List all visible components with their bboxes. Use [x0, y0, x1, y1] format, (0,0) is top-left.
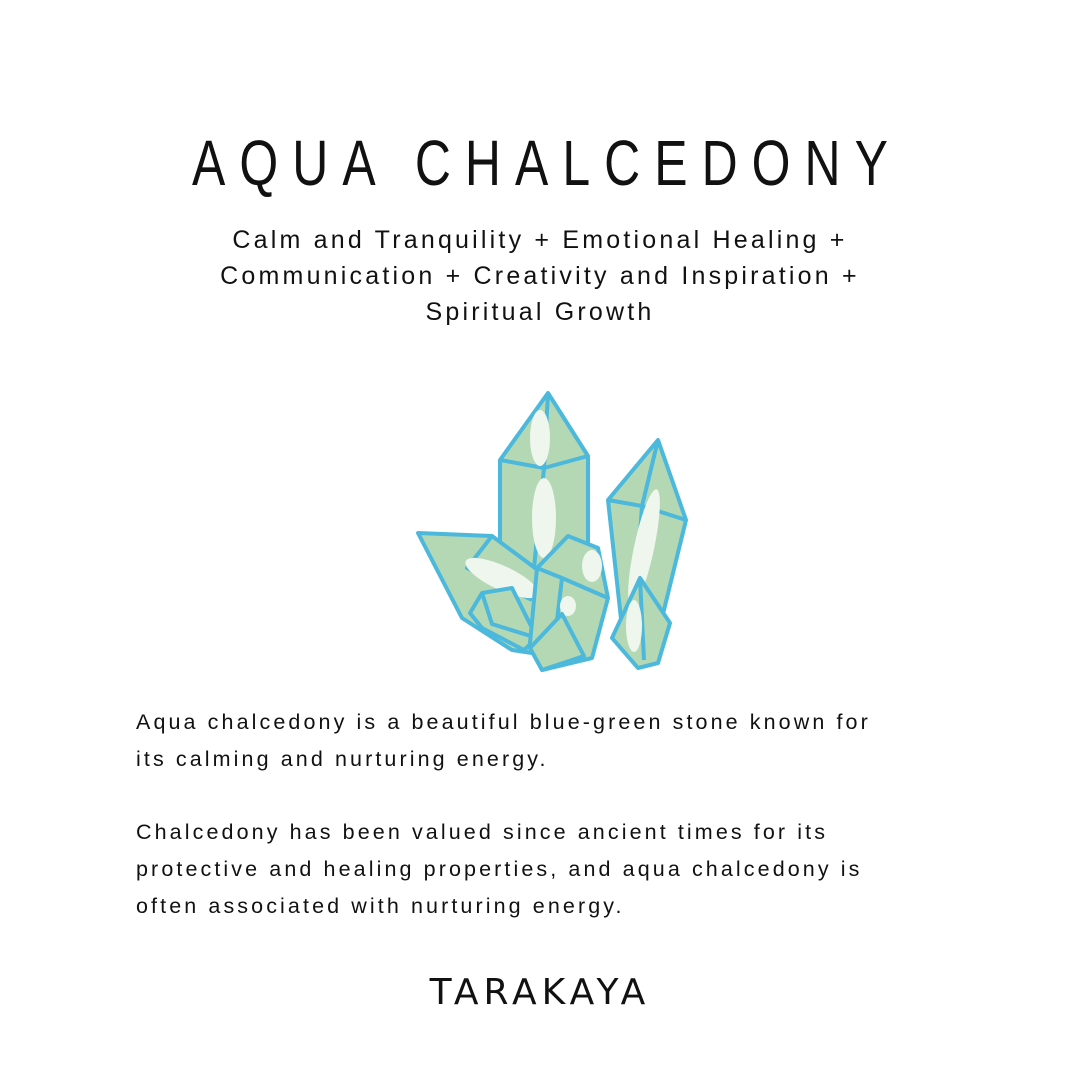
paragraph-line: protective and healing properties, and aqua chalcedony is — [136, 857, 863, 881]
paragraph-line: its calming and nurturing energy. — [136, 747, 549, 771]
subtitle-line: Spiritual Growth — [425, 298, 655, 326]
paragraph-line: often associated with nurturing energy. — [136, 894, 625, 918]
properties-subtitle — [0, 222, 1080, 330]
paragraph-line: Chalcedony has been valued since ancient times for its — [136, 820, 829, 844]
crystal-cluster-icon — [412, 388, 692, 678]
description-paragraph — [136, 704, 976, 778]
history-paragraph — [136, 814, 976, 925]
subtitle-line: Calm and Tranquility + Emotional Healing + — [232, 226, 848, 254]
page-title: AQUA CHALCEDONY — [192, 127, 902, 199]
paragraph-line: Aqua chalcedony is a beautiful blue-green stone known for — [136, 710, 871, 734]
subtitle-line: Communication + Creativity and Inspiration + — [220, 262, 860, 290]
brand-logo: TARAKAYA — [429, 972, 651, 1013]
